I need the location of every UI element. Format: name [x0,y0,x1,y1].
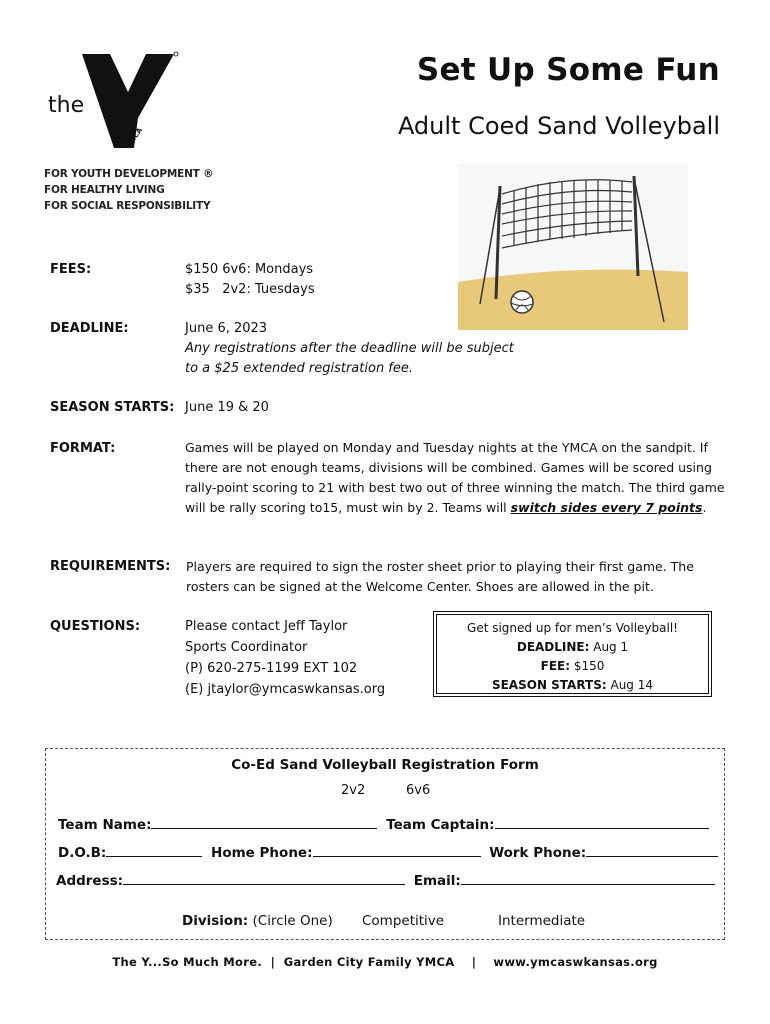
requirements-label: REQUIREMENTS: [50,559,171,574]
footer: The Y...So Much More. | Garden City Family YMCA | www.ymcaswkansas.org [112,955,658,969]
contact-title: Sports Coordinator [185,640,308,655]
dob-field[interactable] [106,844,202,857]
team-name-label: Team Name: [58,817,152,833]
fees-line-1: $150 6v6: Mondays [185,262,314,277]
requirements-text: Players are required to sign the roster sheet prior to playing their first game. The rosters can be signed at the Welcome Center. Shoes are allowed in the pit. [186,559,694,594]
fees-label: FEES: [50,262,92,277]
row-division [182,913,333,929]
option-2v2[interactable]: 2v2 [341,783,366,798]
logo-ymca: YMCA [124,126,145,150]
page-subtitle: Adult Coed Sand Volleyball [397,112,720,140]
form-title: Co-Ed Sand Volleyball Registration Form [231,757,539,773]
tagline-1: FOR YOUTH DEVELOPMENT ® [44,168,214,180]
team-captain-label: Team Captain: [386,817,495,833]
deadline-note-1: Any registrations after the deadline will be subject [185,341,514,356]
contact-name: Please contact Jeff Taylor [185,619,348,634]
registration-form [45,748,725,940]
address-field[interactable] [123,872,405,885]
option-6v6[interactable]: 6v6 [406,783,431,798]
email-label: Email: [413,873,461,889]
deadline-note-2: to a $25 extended registration fee. [185,361,414,376]
team-name-field[interactable] [151,816,377,829]
ymca-logo [44,48,184,156]
contact-phone: (P) 620-275-1199 EXT 102 [185,661,358,676]
tagline-2: FOR HEALTHY LIVING [44,184,165,196]
page-title: Set Up Some Fun [416,52,720,88]
home-phone-label: Home Phone: [211,845,313,861]
work-phone-field[interactable] [586,844,718,857]
questions-label: QUESTIONS: [50,619,141,634]
format-label: FORMAT: [50,441,116,456]
season-label: SEASON STARTS: [50,400,175,415]
dob-label: D.O.B: [58,845,107,861]
email-field[interactable] [461,872,715,885]
deadline-date: June 6, 2023 [185,321,268,336]
tagline-3: FOR SOCIAL RESPONSIBILITY [44,200,211,212]
volleyball-net-illustration [458,164,688,330]
contact-block [185,616,385,700]
deadline-label: DEADLINE: [50,321,129,336]
division-label: Division: [182,913,249,929]
home-phone-field[interactable] [313,844,481,857]
row-address [56,872,715,889]
mens-volleyball-box: Get signed up for men’s Volleyball! DEADLINE: Aug 1 FEE: $150 SEASON STARTS: Aug 14 [436,614,709,694]
contact-email[interactable]: (E) jtaylor@ymcaswkansas.org [185,682,386,697]
format-text: Games will be played on Monday and Tuesday nights at the YMCA on the sandpit. If there are not enough teams, divisions will be combined. Games will be scored using rally-point scoring to 21 with best two out of three winning the match. The third game will be rally scoring to15, must win by 2. Teams will switch sides every 7 points. [185,440,725,515]
row-contact [58,844,718,861]
logo-word: the [48,93,85,118]
row-team [58,816,709,833]
fees-line-2: $35 2v2: Tuesdays [185,282,315,297]
circle-one-note: (Circle One) [248,913,333,929]
division-intermediate[interactable]: Intermediate [498,913,586,929]
division-competitive[interactable]: Competitive [362,913,445,929]
season-value: June 19 & 20 [185,400,269,415]
mens-box-heading: Get signed up for men’s Volleyball! [467,621,678,635]
address-label: Address: [56,873,124,889]
format-emphasis: switch sides every 7 points [510,500,703,515]
work-phone-label: Work Phone: [489,845,587,861]
team-captain-field[interactable] [495,816,709,829]
